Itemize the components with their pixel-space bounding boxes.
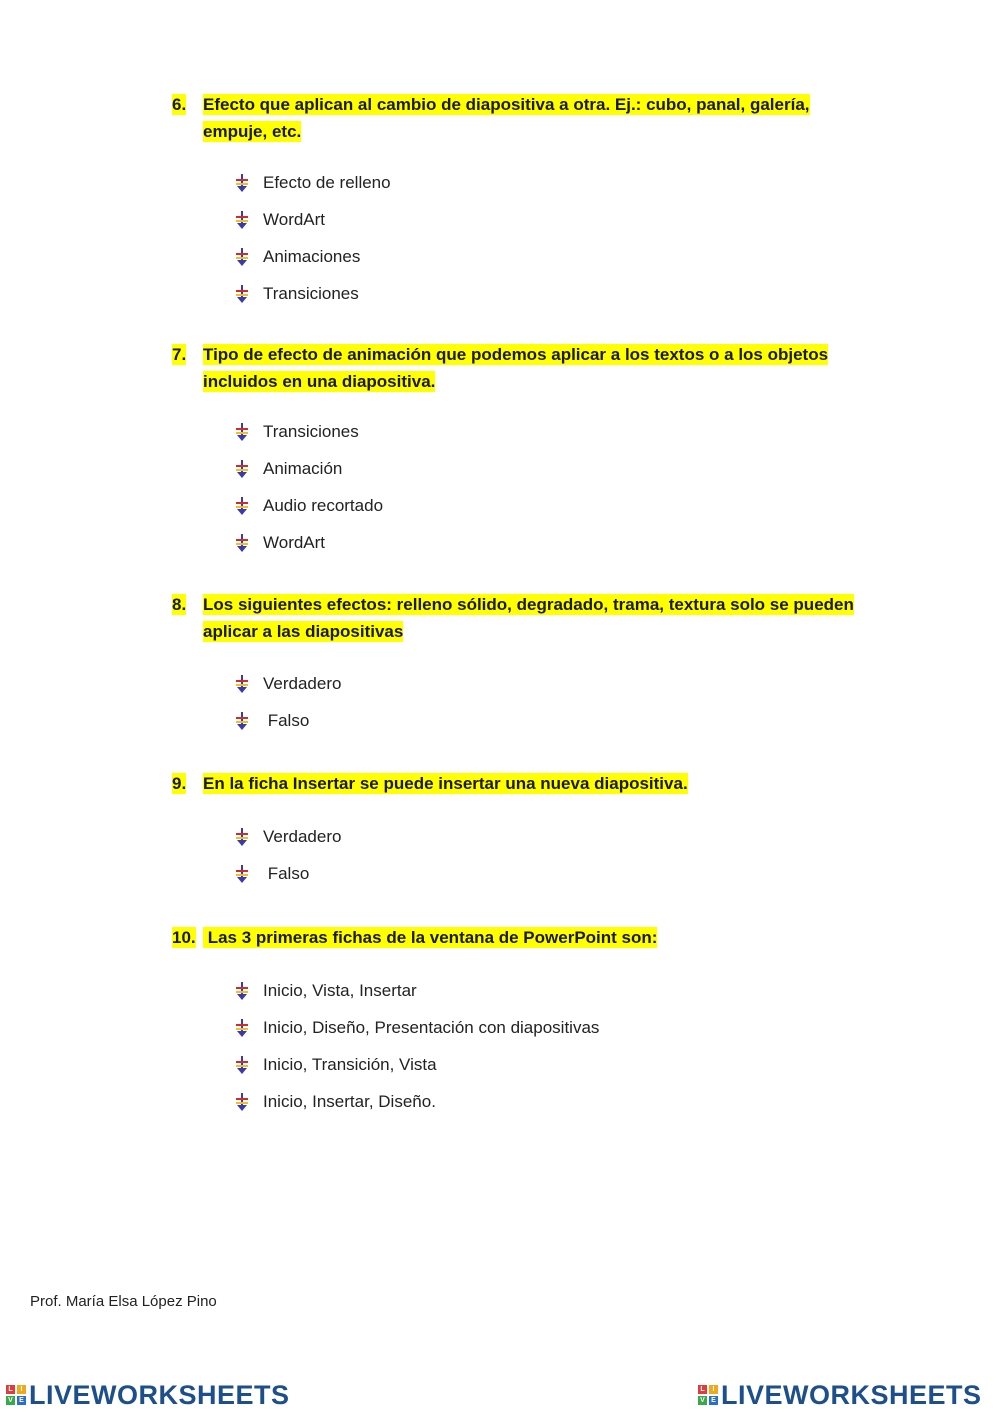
question-text: Tipo de efecto de animación que podemos aplicar a los textos o a los objetos incluidos en una diapositiva.: [203, 345, 829, 391]
arrow-bullet-icon: [233, 534, 263, 552]
arrow-bullet-icon: [233, 248, 263, 266]
question-text: Las 3 primeras fichas de la ventana de PowerPoint son:: [203, 928, 658, 947]
option-label: Animaciones: [263, 246, 361, 266]
option-label: WordArt: [263, 209, 326, 229]
author-credit: Prof. María Elsa López Pino: [30, 1293, 217, 1310]
question-text: Efecto que aplican al cambio de diapositiva a otra. Ej.: cubo, panal, galería, empuje, etc.: [203, 95, 810, 141]
arrow-bullet-icon: [233, 497, 263, 515]
arrow-bullet-icon: [233, 285, 263, 303]
option-label: Verdadero: [263, 826, 342, 846]
arrow-bullet-icon: [233, 982, 263, 1000]
liveworksheets-logo-right: [698, 1380, 982, 1410]
liveworksheets-wordmark: LIVEWORKSHEETS: [29, 1379, 290, 1410]
option-label: Inicio, Vista, Insertar: [263, 980, 417, 1000]
option-label: Inicio, Insertar, Diseño.: [263, 1091, 436, 1111]
option-item[interactable]: [233, 487, 383, 524]
options-q6: [233, 164, 391, 312]
option-item[interactable]: [233, 201, 391, 238]
option-item[interactable]: [233, 524, 383, 561]
option-item[interactable]: [233, 450, 383, 487]
option-item[interactable]: [233, 665, 341, 702]
question-text: En la ficha Insertar se puede insertar una nueva diapositiva.: [203, 774, 688, 793]
arrow-bullet-icon: [233, 828, 263, 846]
option-item[interactable]: [233, 275, 391, 312]
option-item[interactable]: [233, 1046, 599, 1083]
liveworksheets-wordmark: LIVEWORKSHEETS: [721, 1379, 982, 1410]
question-number: 7.: [172, 345, 187, 364]
options-q8: [233, 665, 341, 739]
option-item[interactable]: [233, 818, 341, 855]
option-label: Transiciones: [263, 283, 359, 303]
option-label: Falso: [263, 863, 310, 883]
option-label: Transiciones: [263, 421, 359, 441]
option-item[interactable]: [233, 238, 391, 275]
question-6: [172, 91, 862, 145]
arrow-bullet-icon: [233, 1056, 263, 1074]
option-label: Inicio, Diseño, Presentación con diapositivas: [263, 1017, 600, 1037]
arrow-bullet-icon: [233, 423, 263, 441]
question-10: [172, 924, 862, 951]
arrow-bullet-icon: [233, 865, 263, 883]
option-label: Audio recortado: [263, 495, 384, 515]
question-8: [172, 591, 862, 645]
question-text: Los siguientes efectos: relleno sólido, degradado, trama, textura solo se pueden aplicar a las diapositivas: [203, 595, 854, 641]
option-item[interactable]: [233, 702, 341, 739]
option-label: WordArt: [263, 532, 326, 552]
options-q7: [233, 413, 383, 561]
options-q9: [233, 818, 341, 892]
liveworksheets-logo-left: [6, 1380, 290, 1410]
question-number: 6.: [172, 95, 187, 114]
option-label: Inicio, Transición, Vista: [263, 1054, 437, 1074]
question-7: [172, 341, 862, 395]
arrow-bullet-icon: [233, 211, 263, 229]
options-q10: [233, 972, 599, 1120]
liveworksheets-logo-icon: L I V E: [698, 1385, 718, 1405]
arrow-bullet-icon: [233, 675, 263, 693]
arrow-bullet-icon: [233, 712, 263, 730]
question-number: 10.: [172, 928, 196, 947]
arrow-bullet-icon: [233, 174, 263, 192]
option-item[interactable]: [233, 972, 599, 1009]
question-number: 8.: [172, 595, 187, 614]
option-label: Verdadero: [263, 673, 342, 693]
question-number: 9.: [172, 774, 187, 793]
option-item[interactable]: [233, 1083, 599, 1120]
option-item[interactable]: [233, 855, 341, 892]
option-label: Efecto de relleno: [263, 172, 391, 192]
question-9: [172, 770, 862, 797]
option-label: Falso: [263, 710, 310, 730]
arrow-bullet-icon: [233, 460, 263, 478]
option-item[interactable]: [233, 413, 383, 450]
option-label: Animación: [263, 458, 343, 478]
option-item[interactable]: [233, 1009, 599, 1046]
arrow-bullet-icon: [233, 1093, 263, 1111]
option-item[interactable]: [233, 164, 391, 201]
arrow-bullet-icon: [233, 1019, 263, 1037]
liveworksheets-logo-icon: L I V E: [6, 1385, 26, 1405]
